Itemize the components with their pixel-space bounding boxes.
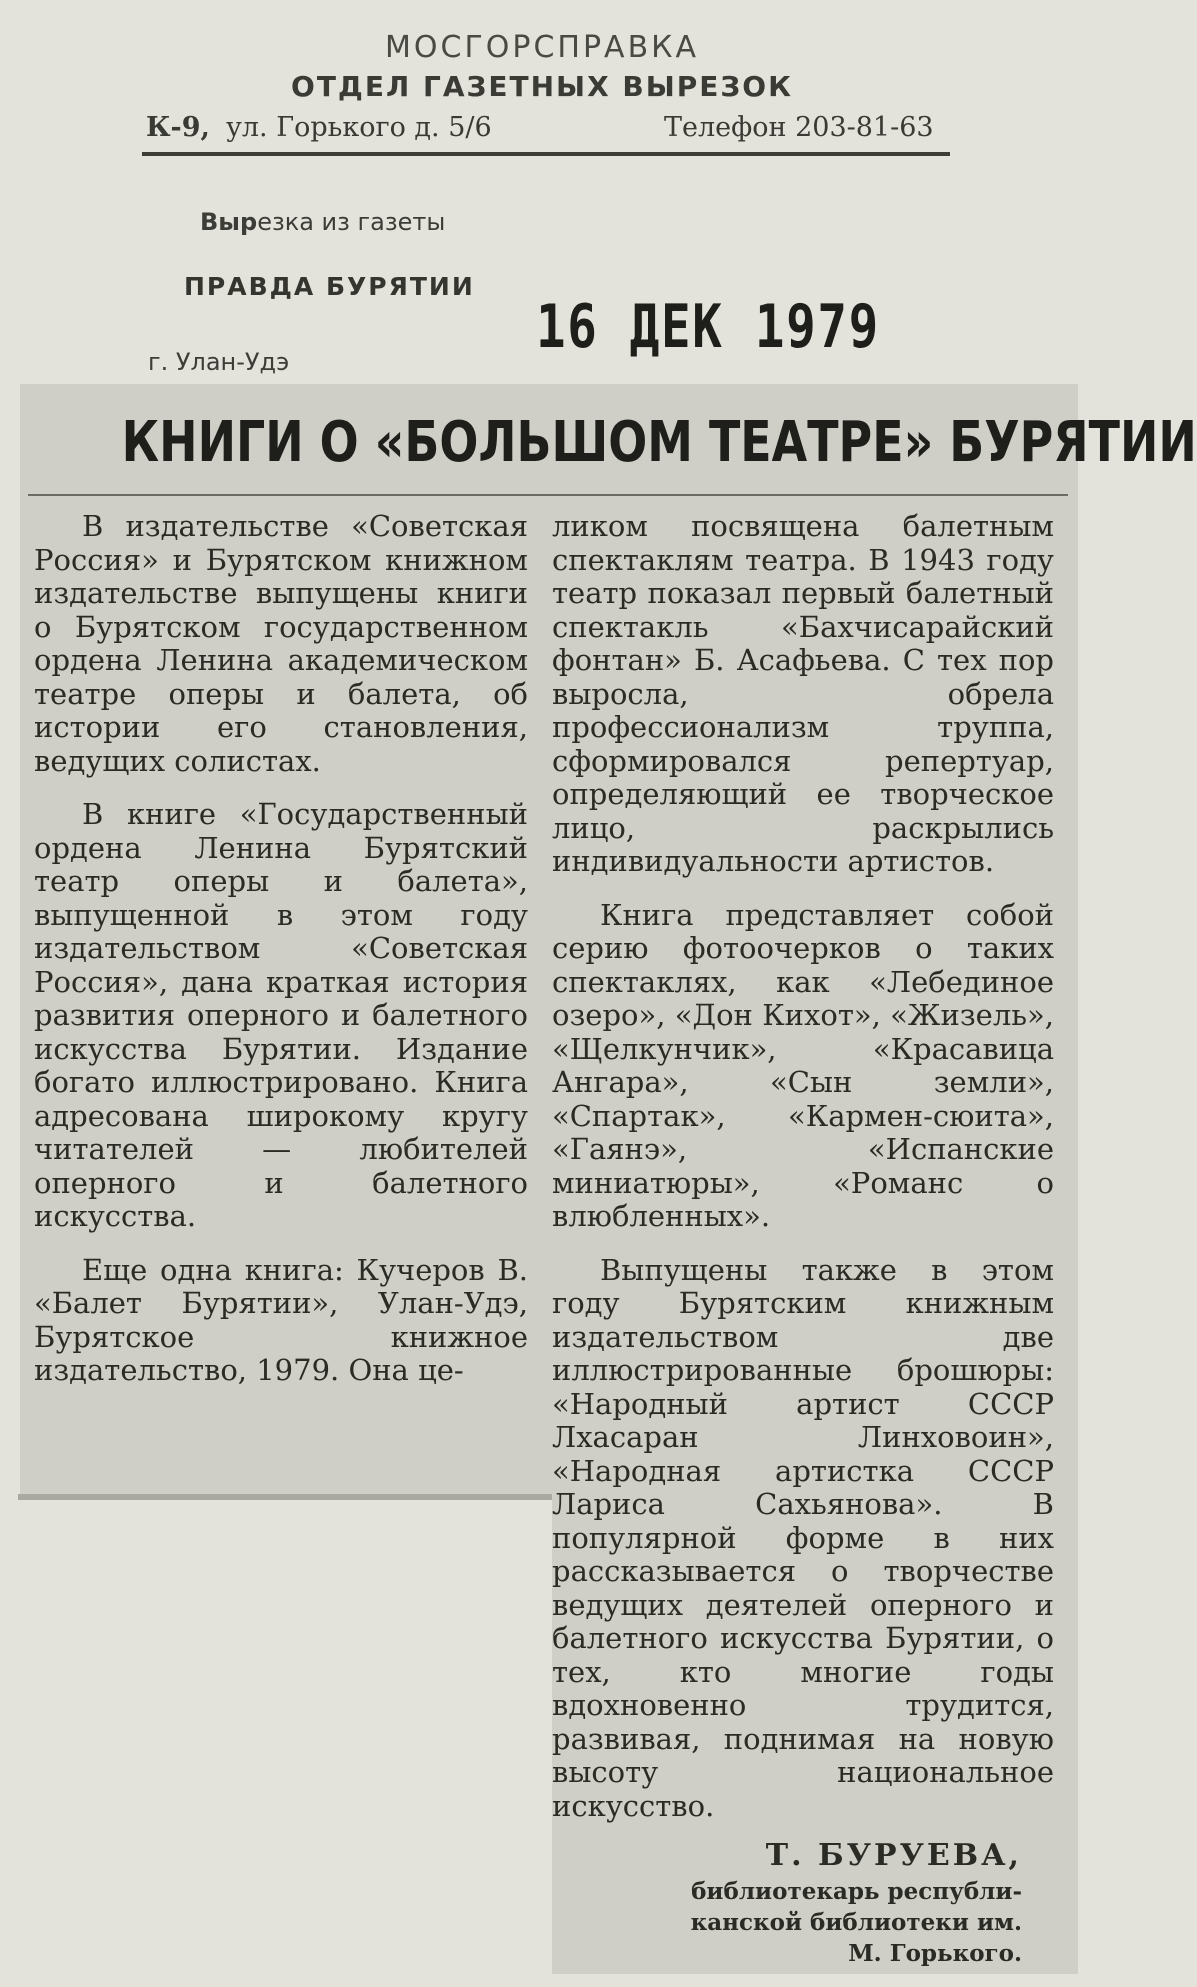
author-title-line: библиотекарь республи- xyxy=(691,1878,1022,1905)
header-phone: Телефон 203-81-63 xyxy=(664,112,934,143)
article-paragraph: ликом посвящена балетным спектаклям театра. В 1943 году театр показал первый балетный спектакль «Бахчисарайский фонтан» Б. Асафьева. С тех пор выросла, обрела профессионализм труппа, сформировался репертуар, определяющий ее творческое лицо, раскрылись индивидуальности артистов. xyxy=(552,509,1054,878)
article-column-left xyxy=(34,510,528,1388)
author-title-line: М. Горького. xyxy=(848,1940,1022,1967)
author-name: Т. БУРУЕВА, xyxy=(765,1838,1022,1873)
header-organization: МОСГОРСПРАВКА xyxy=(385,30,699,65)
header-street: ул. Горького д. 5/6 xyxy=(226,112,492,143)
article-paragraph: В издательстве «Советская Россия» и Бурятском книжном издательстве выпущены книги о Бурятском государственном ордена Ленина академическом театре оперы и балета, об истории его становления, ведущих солистах. xyxy=(34,509,528,778)
clipping-source-label: Вырезка из газеты xyxy=(200,208,446,236)
header-department: ОТДЕЛ ГАЗЕТНЫХ ВЫРЕЗОК xyxy=(291,70,793,103)
article-signature xyxy=(552,1836,1022,1969)
article-paragraph: Книга представляет собой серию фотоочерков о таких спектаклях, как «Лебединое озеро», «Дон Кихот», «Жизель», «Щелкунчик», «Красавица Ангара», «Сын земли», «Спартак», «Кармен-сюита», «Гаянэ», «Испанские миниатюры», «Романс о влюбленных». xyxy=(552,897,1054,1233)
newspaper-city: г. Улан-Удэ xyxy=(148,348,290,376)
headline-rule xyxy=(28,494,1068,496)
author-title-line: канской библиотеки им. xyxy=(690,1909,1022,1936)
article-column-right xyxy=(552,510,1054,1823)
article-paragraph: В книге «Государственный ордена Ленина Бурятский театр оперы и балета», выпущенной в этом году издательством «Советская Россия», дана краткая история развития оперного и балетного искусства Бурятии. Издание богато иллюстрировано. Книга адресована широкому кругу читателей — любителей оперного и балетного искусства. xyxy=(34,797,528,1233)
article-paragraph: Выпущены также в этом году Бурятским книжным издательством две иллюстрированные брошюры: «Народный артист СССР Лхасаран Линховоин», «Народная артистка СССР Лариса Сахьянова». В популярной форме в них рассказывается о творчестве ведущих деятелей оперного и балетного искусства Бурятии, о тех, кто многие годы вдохновенно трудится, развивая, поднимая на новую высоту национальное искусство. xyxy=(552,1252,1054,1823)
article-headline: КНИГИ О «БОЛЬШОМ ТЕАТРЕ» БУРЯТИИ xyxy=(121,410,1197,475)
date-stamp: 16 ДЕК 1979 xyxy=(536,292,880,362)
clipping-cut-edge xyxy=(18,1494,552,1500)
header-rule xyxy=(142,152,950,156)
header-code: К-9, xyxy=(146,112,210,143)
newspaper-name: ПРАВДА БУРЯТИИ xyxy=(184,272,475,301)
article-paragraph: Еще одна книга: Кучеров В. «Балет Бурятии», Улан-Удэ, Бурятское книжное издательство, 1979. Она це- xyxy=(34,1252,528,1387)
